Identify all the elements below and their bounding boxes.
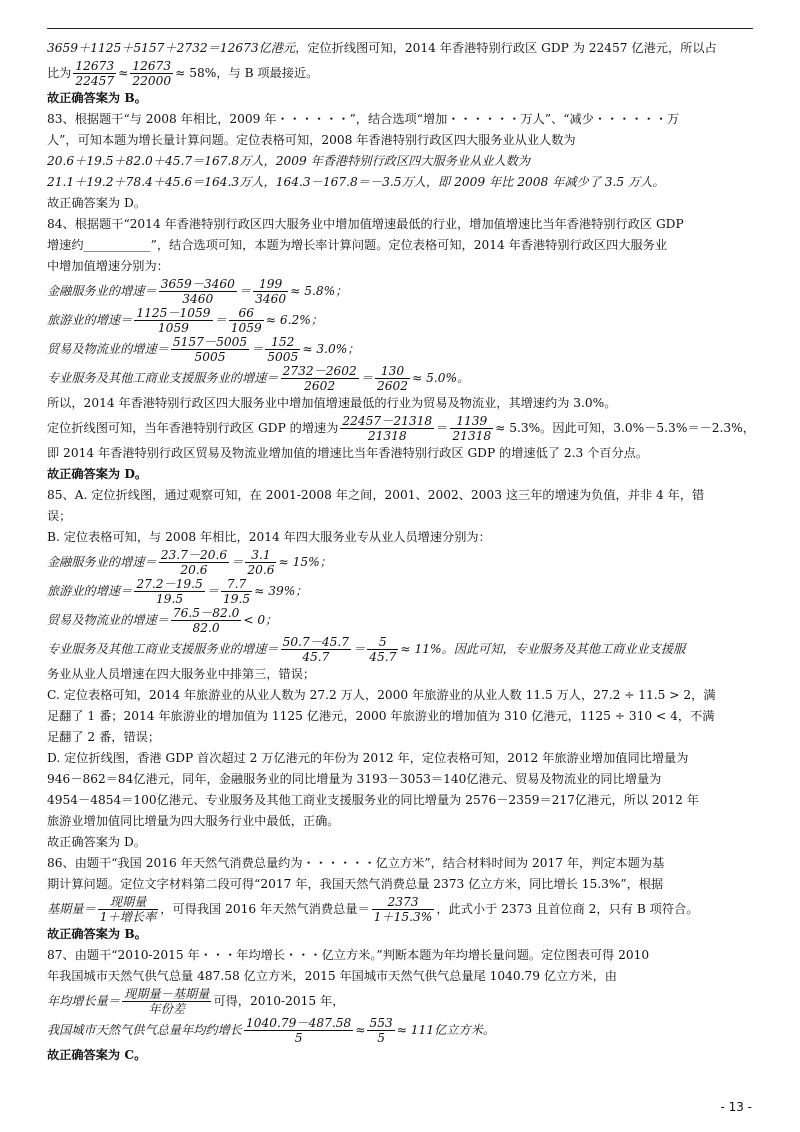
q85-line: 946－862＝84亿港元，同年，金融服务业的同比增量为 3193－3053＝140亿港元、贸易及物流业的同比增量为 [47, 772, 662, 786]
formula-line: 旅游业的增速＝ $\frac{1125-1059}{1059}$ ＝ $\frac{66}{1059}$ ≈ 6.2%； [47, 306, 324, 335]
q85-line: 足翻了 2 番，错误； [47, 730, 161, 744]
q83-line: 21.1＋19.2＋78.4＋45.6＝164.3万人，164.3－167.8＝－3.5万人，即 2009 年比 2008 年减少了 3.5 万人。 [47, 175, 665, 189]
formula-line: 专业服务及其他工商业支援服务业的增速＝ $\frac{2732-2602}{2602}$ ＝ $\frac{130}{2602}$ ≈ 5.0%。 [47, 364, 470, 393]
q87-line: 年我国城市天然气供气总量 487.58 亿立方米，2015 年国城市天然气供气总量尾 1040.79 亿立方米，由 [47, 969, 617, 983]
answer-line: 故正确答案为 B。 [47, 927, 147, 941]
answer-line: 故正确答案为 D。 [47, 835, 146, 849]
formula-line: 金融服务业的增速＝ $\frac{23.7-20.6}{20.6}$ ＝ $\frac{3.1}{20.6}$ ≈ 15%； [47, 548, 332, 577]
answer-line: 故正确答案为 B。 [47, 91, 147, 105]
q86-line: 期计算问题。定位文字材料第二段可得“2017 年，我国天然气消费总量 2373 亿立方米，同比增长 15.3%”，根据 [47, 877, 664, 891]
q85-line: 误； [47, 509, 72, 523]
formula-line: 贸易及物流业的增速＝ $\frac{5157-5005}{5005}$ ＝ $\frac{152}{5005}$ ≈ 3.0%； [47, 335, 360, 364]
header-rule [47, 28, 753, 29]
q87-line: 87、由题干“2010-2015 年・・・年均增长・・・亿立方米。”判断本题为年均增长量问题。定位图表可得 2010 [47, 948, 650, 962]
q84-line: 所以，2014 年香港特别行政区四大服务业中增加值增速最低的行业为贸易及物流业，其增速约为 3.0%。 [47, 396, 617, 410]
answer-line: 故正确答案为 D。 [47, 467, 148, 481]
q85-line: 85、A. 定位折线图，通过观察可知，在 2001-2008 年之间，2001、2002、2003 这三年的增速为负值，并非 4 年，错 [47, 488, 705, 502]
answer-page [47, 38, 755, 1066]
q85-line: 足翻了 1 番；2014 年旅游业的增加值为 1125 亿港元，2000 年旅游业的增加值为 310 亿港元，1125 ÷ 310 < 4，不满 [47, 709, 715, 723]
formula-line: 年均增长量＝ $\frac{\text{现期量－基期量}}{\text{年份差}}$ 可得，2010-2015 年， [47, 987, 345, 1016]
answer-line: 故正确答案为 C。 [47, 1048, 147, 1062]
q85-line: 旅游业增加值同比增量为四大服务行业中最低，正确。 [47, 814, 340, 828]
q84-line: 中增加值增速分别为： [47, 259, 169, 273]
q86-line: 86、由题干“我国 2016 年天然气消费总量约为・・・・・・亿立方米”，结合材料时间为 2017 年，判定本题为基 [47, 856, 665, 870]
q85-line: B. 定位表格可知，与 2008 年相比，2014 年四大服务业专从业人员增速分别为： [47, 530, 491, 544]
q84-line: 84、根据题干“2014 年香港特别行政区四大服务业中增加值增速最低的行业，增加值增速比当年香港特别行政区 GDP [47, 217, 684, 231]
formula-line: 金融服务业的增速＝ $\frac{3659-3460}{3460}$ ＝ $\frac{199}{3460}$ ≈ 5.8%； [47, 277, 348, 306]
formula-line: 定位折线图可知，当年香港特别行政区 GDP 的增速为 $\frac{22457-21318}{21318}$ ＝ $\frac{1139}{21318}$ ≈ 5.3%。因此可知，3.0%－5.3%＝－2.3%， [47, 414, 755, 443]
formula-line: 我国城市天然气供气总量年均约增长 $\frac{1040.79-487.58}{5}$ ≈ $\frac{553}{5}$ ≈ 111亿立方米。 [47, 1016, 496, 1045]
formula-line: 比为 $\frac{12673}{22457}$ ≈ $\frac{12673}{22000}$ ≈ 58%，与 B 项最接近。 [47, 59, 319, 88]
page-number: - 13 - [720, 1100, 752, 1114]
q84-line: 即 2014 年香港特别行政区贸易及物流业增加值的增速比当年香港特别行政区 GDP 的增速低了 2.3 个百分点。 [47, 446, 649, 460]
q84-line: 增速约___________”，结合选项可知，本题为增长率计算问题。定位表格可知，2014 年香港特别行政区四大服务业 [47, 238, 668, 252]
text-line: 3659＋1125＋5157＋2732＝12673亿港元，定位折线图可知，2014 年香港特别行政区 GDP 为 22457 亿港元，所以占 [47, 41, 717, 55]
formula-line: 贸易及物流业的增速＝ $\frac{76.5-82.0}{82.0}$ < 0； [47, 606, 278, 635]
q85-line: C. 定位表格可知，2014 年旅游业的从业人数为 27.2 万人，2000 年旅游业的从业人数 11.5 万人，27.2 ÷ 11.5 > 2，满 [47, 688, 716, 702]
q83-line: 人”，可知本题为增长量计算问题。定位表格可知，2008 年香港特别行政区四大服务业从业人数为 [47, 133, 576, 147]
q85-line: D. 定位折线图，香港 GDP 首次超过 2 万亿港元的年份为 2012 年，定位表格可知，2012 年旅游业增加值同比增量为 [47, 751, 689, 765]
formula-line: 旅游业的增速＝ $\frac{27.2-19.5}{19.5}$ ＝ $\frac{7.7}{19.5}$ ≈ 39%； [47, 577, 308, 606]
q83-line: 20.6＋19.5＋82.0＋45.7＝167.8万人，2009 年香港特别行政区四大服务业从业人数为 [47, 154, 531, 168]
formula-line: 专业服务及其他工商业支援服务业的增速＝ $\frac{50.7-45.7}{45.7}$ ＝ $\frac{5}{45.7}$ ≈ 11%。因此可知，专业服务及其他工商业业支援服 [47, 635, 686, 664]
answer-line: 故正确答案为 D。 [47, 196, 146, 210]
q85-line: 4954－4854＝100亿港元、专业服务及其他工商业支援服务业的同比增量为 2576－2359＝217亿港元，所以 2012 年 [47, 793, 699, 807]
formula-line: 基期量＝ $\frac{\text{现期量}}{\text{1＋增长率}}$ ，可得我国 2016 年天然气消费总量＝ $\frac{2373}{1+15.3\%}$ ，此式小于 2373 且首位商 2，只有 B 项符合。 [47, 895, 699, 924]
q85-line: 务业从业人员增速在四大服务业中排第三，错误； [47, 667, 316, 681]
q83-line: 83、根据题干“与 2008 年相比，2009 年・・・・・・”，结合选项“增加・・・・・・万人”、“减少・・・・・・万 [47, 112, 680, 126]
